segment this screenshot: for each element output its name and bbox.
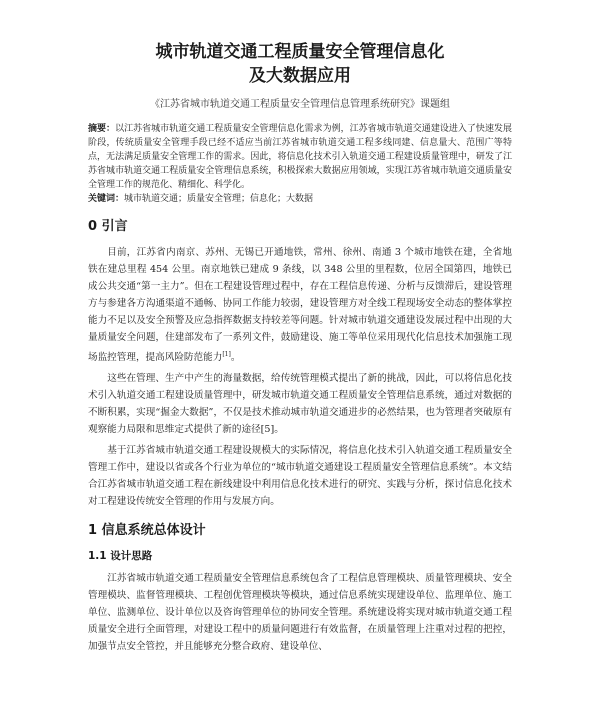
citation-ref: [1]	[222, 351, 231, 358]
intro-paragraph-3: 基于江苏省城市轨道交通工程建设规模大的实际情况，将信息化技术引入轨道交通工程质量安全管理工作中，建设以省或各个行业为单位的“城市轨道交通建设工程质量安全管理信息系统”。本文结合江苏省城市轨道交通工程在新线建设中利用信息化技术进行的研究、实践与分析，探讨信息化技术对工程建设传统安全管理的作用与发展方向。	[88, 445, 512, 508]
section-heading-intro: 0 引言	[88, 219, 128, 234]
keywords-text: 城市轨道交通；质量安全管理；信息化；大数据	[124, 194, 314, 204]
intro-paragraph-2: 这些在管理、生产中产生的海量数据，给传统管理模式提出了新的挑战，因此，可以将信息化技术引入轨道交通工程建设质量管理中，研发城市轨道交通工程质量安全管理信息系统，通过对数据的不断积累，实现“掘金大数据”，不仅是技术推动城市轨道交通进步的必然结果，也为管理者突破原有观察能力局限和思维定式提供了新的途径[5]。	[88, 373, 512, 436]
keywords	[88, 192, 512, 206]
abstract-label: 摘要：	[88, 124, 116, 134]
paper-subtitle: 《江苏省城市轨道交通工程质量安全管理信息管理系统研究》课题组	[150, 99, 450, 110]
abstract-text: 以江苏省城市轨道交通工程质量安全管理信息化需求为例，江苏省城市轨道交通建设进入了快速发展阶段，传统质量安全管理手段已经不适应当前江苏省城市轨道交通工程多线同建、信息量大、范围广等特点，无法满足质量安全管理工作的需求。因此，将信息化技术引入轨道交通工程建设质量管理中，研发了江苏省城市轨道交通工程质量安全管理信息系统，积极探索大数据应用领域，实现江苏省城市轨道交通质量安全管理工作的规范化、精细化、科学化。	[88, 124, 512, 190]
intro-paragraph-1-end: 。	[230, 352, 241, 364]
title-line-2: 及大数据应用	[249, 66, 351, 86]
intro-paragraph-1-text: 目前，江苏省内南京、苏州、无锡已开通地铁，常州、徐州、南通 3 个城市地铁在建，全省地铁在建总里程 454 公里。南京地铁已建成 9 条线，以 348 公里的里程数，位居全国第四，地铁已成公共交通“第一主力”。但在工程建设管理过程中，存在工程信息传递、分析与反馈滞后，建设管理方与参建各方沟通渠道不通畅、协同工作能力较弱，建设管理方对全线工程现场安全动态的整体掌控能力不足以及安全预警及应急指挥数据支持较差等问题。针对城市轨道交通建设发展过程中出现的大量质量安全问题，住建部发布了一系列文件，鼓励建设、施工等单位采用现代化信息技术加强施工现场监控管理，提高风险防范能力	[88, 247, 512, 364]
section-1-1-paragraph: 江苏省城市轨道交通工程质量安全管理信息系统包含了工程信息管理模块、质量管理模块、安全管理模块、监督管理模块、工程创优管理模块等模块，通过信息系统实现建设单位、监理单位、施工单位、监测单位、设计单位以及咨询管理单位的协同安全管理。系统建设将实现对城市轨道交通工程质量安全进行全面管理，对建设工程中的质量问题进行有效监督，在质量管理上注重对过程的把控，加强节点安全管控，并且能够充分整合政府、建设单位、	[88, 573, 512, 653]
subsection-heading-1-1: 1.1 设计思路	[88, 550, 153, 563]
intro-paragraph-1	[88, 244, 512, 366]
title-line-1: 城市轨道交通工程质量安全管理信息化	[155, 42, 445, 62]
abstract	[88, 122, 512, 192]
keywords-label: 关键词：	[88, 194, 125, 204]
section-heading-1: 1 信息系统总体设计	[88, 523, 206, 539]
paper-title	[88, 40, 512, 88]
